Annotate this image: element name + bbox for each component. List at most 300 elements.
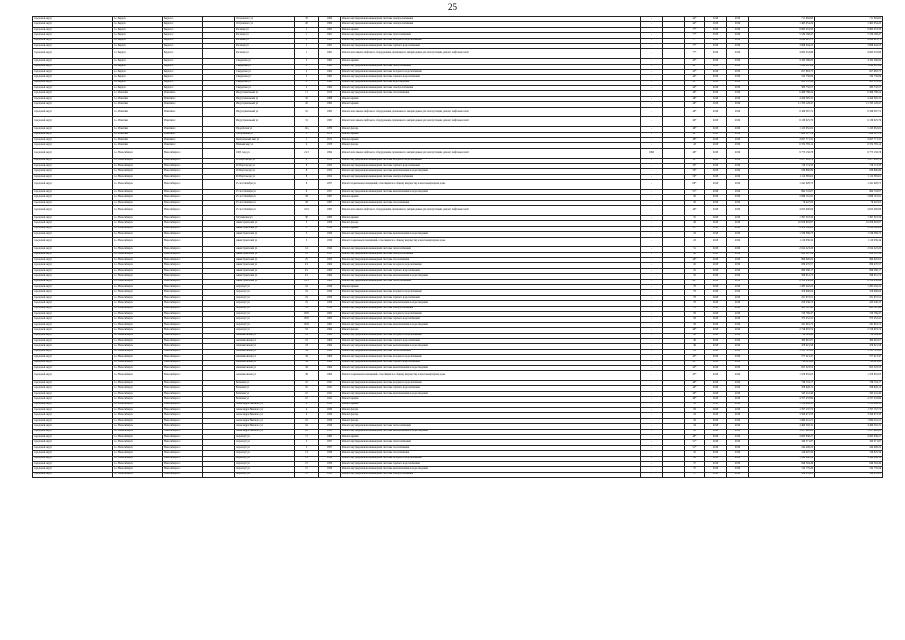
end-year-cell: 2019 [727,221,749,226]
total-cell: 532 758,09 [815,75,883,80]
city-prefix: г.о. [114,257,118,261]
work-type-cell: Ремонт подвальных помещений, относящихся к общему имуществу в многоквартирном доме [341,237,641,247]
spacer-cell [663,107,685,117]
city-name: Искитим [118,102,128,106]
end-year-cell: 2019 [727,138,749,143]
work-type-cell: Ремонт внутридомовой инженерной системы канализования и водоотведения [341,301,641,306]
spacer-cell [663,237,685,247]
year-built-cell: 1962 [319,322,341,327]
house-cell: 8 [295,158,319,163]
city-name: Искитим [118,127,128,131]
locality-cell [163,371,203,381]
flag-cell: - [641,413,663,418]
end-year-cell: 2019 [727,27,749,32]
city-prefix: г.о. [114,221,118,225]
street-suffix: ул [253,208,256,212]
cost-cell: 2 726 903,74 [749,328,815,333]
work-type-cell: Ремонт или замена лифтового оборудования, признанного непригодным для эксплуатации, ремонт лифтовых шахт [341,148,641,158]
street-name: Ахнаматовская [236,373,253,377]
cost-cell: 655 323,55 [749,365,815,370]
street-suffix: ул [254,239,258,243]
city-prefix: г.о. [114,158,118,162]
value-cell: 58 [685,311,705,316]
work-type-cell: Ремонт крыши [341,397,641,402]
locality-name: Искитим [164,91,174,95]
street-suffix: ул [247,450,250,454]
spacer-cell [203,180,235,190]
locality-name: Новосибирск [164,333,179,337]
value-cell: 37 [685,472,705,477]
year-built-cell: 1962 [319,64,341,69]
locality-suffix: г. [179,407,181,411]
street-cell [235,117,295,127]
locality-name: Новосибирск [164,407,179,411]
total-cell: 1 707 137,75 [815,408,883,413]
house-cell: 21/1 [295,148,319,158]
city-name: Новосибирск [118,252,133,256]
total-cell: 2 726 903,74 [815,328,883,333]
city-name: Новосибирск [118,200,133,204]
year-built-cell: 1991 [319,27,341,32]
street-name: Свердлова [236,69,248,73]
value-cell: 78 [685,306,705,311]
total-cell: 742 776,26 [815,467,883,472]
work-type-cell: Ремонт фасада [341,413,641,418]
work-type-cell: Ремонт крыши [341,195,641,200]
house-cell: 2 [295,64,319,69]
year-built-cell: 1957 [319,445,341,450]
total-cell: 3 596 673,33 [815,413,883,418]
city-name: Бердск [118,27,126,31]
flag-cell: - [641,397,663,402]
house-cell: 150/1 [295,317,319,322]
city-name: Новосибирск [118,333,133,337]
start-year-cell: 2018 [705,268,727,273]
locality-suffix: г. [179,290,181,294]
work-type-cell: Ремонт внутридомовой инженерной системы газоснабжения [341,451,641,456]
value-cell: 46* [685,279,705,284]
street-suffix: ул [252,174,255,178]
value-cell: 43* [685,355,705,360]
city-prefix: г.о. [114,75,118,79]
city-cell [113,107,163,117]
year-built-cell: 1952 [319,174,341,179]
street-suffix: ул [253,195,256,199]
work-type-cell: Ремонт крыши [341,59,641,64]
locality-name: Новосибирск [164,306,179,310]
start-year-cell: 2018 [705,174,727,179]
street-name: Александра Невского [236,407,260,411]
start-year-cell: 2018 [705,80,727,85]
locality-name: Новосибирск [164,300,179,304]
start-year-cell: 2018 [705,91,727,96]
work-type-cell: Ремонт внутридомовой инженерной системы газоснабжения [341,258,641,263]
district-cell: городской округ [33,138,113,143]
city-name: Искитим [118,137,128,141]
total-cell: 890 920,02 [815,258,883,263]
work-type-cell: Ремонт внутридомовой инженерной системы теплоснабжения [341,247,641,252]
city-prefix: г.о. [114,96,118,100]
cost-cell: 849 594,49 [749,461,815,466]
locality-name: Новосибирск [164,418,179,422]
value-cell: 45 [685,263,705,268]
city-name: Новосибирск [118,311,133,315]
locality-suffix: г. [172,69,174,73]
work-type-cell: Ремонт внутридомовой инженерной системы электроснабжения [341,306,641,311]
total-cell: 1 984 341,21 [815,418,883,423]
cost-cell: 9 773 156,78 [749,148,815,158]
district-cell: городской округ [33,429,113,434]
city-prefix: г.о. [114,434,118,438]
city-name: Новосибирск [118,239,133,243]
city-name: Новосибирск [118,407,133,411]
year-built-cell: 1955 [319,258,341,263]
flag-cell: - [641,402,663,407]
street-suffix: ул [248,75,251,79]
end-year-cell: 2019 [727,226,749,231]
work-type-cell: Ремонт крыши [341,138,641,143]
end-year-cell: 2019 [727,33,749,38]
district-cell: городской округ [33,69,113,74]
cost-cell: 714 324,42 [749,333,815,338]
house-cell: 2/1 [295,274,319,279]
work-type-cell: Ремонт внутридомовой инженерной системы канализования и водоотведения [341,467,641,472]
house-cell: 13 [295,451,319,456]
street-suffix: ул [248,58,251,62]
total-cell: 1 313 725,91 [815,349,883,354]
year-built-cell: 1984 [319,17,341,22]
total-cell: 358 628,15 [815,386,883,391]
work-type-cell: Ремонт внутридомовой инженерной системы горячего водоснабжения [341,164,641,169]
flag-cell: - [641,386,663,391]
street-name: Бахчевая [236,380,246,384]
year-built-cell: 1964 [319,355,341,360]
value-cell: 40* [685,434,705,439]
locality-name: Новосибирск [164,174,179,178]
total-cell: 4 184 596,00 [815,59,883,64]
street-cell [235,180,295,190]
city-prefix: г.о. [114,143,118,147]
flag-cell: - [641,132,663,137]
city-prefix: г.о. [114,274,118,278]
locality-suffix: г. [179,413,181,417]
value-cell: 46* [685,107,705,117]
cost-cell: 598 651,73 [749,274,815,279]
city-name: Новосибирск [118,247,133,251]
total-cell: 1 110 039,34 [815,237,883,247]
value-cell: 78 [685,301,705,306]
work-type-cell: Ремонт внутридомовой инженерной системы теплоснабжения [341,440,641,445]
start-year-cell: 2018 [705,164,727,169]
district-cell: городской округ [33,333,113,338]
flag-cell: - [641,429,663,434]
end-year-cell: 2019 [727,102,749,107]
district-cell: городской округ [33,43,113,48]
table-row [33,107,883,117]
locality-suffix: г. [179,450,181,454]
value-cell: 44* [685,22,705,27]
city-prefix: г.о. [114,322,118,326]
end-year-cell: 2019 [727,429,749,434]
start-year-cell: 2018 [705,371,727,381]
city-name: Новосибирск [118,418,133,422]
locality-name: Новосибирск [164,472,179,476]
flag-cell: - [641,43,663,48]
locality-suffix: г. [179,311,181,315]
end-year-cell: 2019 [727,252,749,257]
city-name: Новосибирск [118,274,133,278]
table-row [33,237,883,247]
value-cell: 45 [685,274,705,279]
work-type-cell: Ремонт внутридомовой инженерной системы холодного водоснабжения [341,355,641,360]
street-suffix: ул [254,226,258,230]
total-cell: 380 691,07 [815,338,883,343]
year-built-cell: 1995 [319,206,341,216]
total-cell: 1 465 054,20 [815,22,883,27]
value-cell: 53* [685,226,705,231]
street-name: 20 Партсъезда [236,174,252,178]
flag-cell: - [641,49,663,59]
locality-name: Новосибирск [164,344,179,348]
street-name: Индустриальный [236,109,256,113]
city-cell [113,49,163,59]
district-cell: городской округ [33,456,113,461]
locality-name: Бердск [164,38,172,42]
house-cell: 1 [295,43,319,48]
locality-suffix: г. [179,163,181,167]
district-cell: городской округ [33,64,113,69]
cost-cell: 1 125 952,02 [749,127,815,132]
locality-suffix: г. [179,344,181,348]
street-suffix: ул [247,322,250,326]
street-name: Свердлова [236,85,248,89]
city-prefix: г.о. [114,80,118,84]
locality-name: Искитим [164,96,174,100]
flag-cell: - [641,467,663,472]
total-cell: 10 056 093,97 [815,221,883,226]
city-prefix: г.о. [114,27,118,31]
district-cell: городской округ [33,338,113,343]
total-cell: 476 096,04 [815,290,883,295]
street-name: Авиастроителей [236,252,255,256]
city-name: Новосибирск [118,322,133,326]
street-name: Островского [236,22,250,26]
work-type-cell: Ремонт внутридомовой инженерной системы холодного водоснабжения [341,263,641,268]
locality-suffix: г. [179,279,181,283]
district-cell: городской округ [33,148,113,158]
district-cell: городской округ [33,200,113,205]
street-name: Свердлова [236,64,248,68]
flag-cell: - [641,322,663,327]
flag-cell: - [641,91,663,96]
house-cell: 15 [295,467,319,472]
total-cell: 714 324,42 [815,333,883,338]
locality-suffix: г. [179,284,181,288]
cost-cell: 6 486 788,24 [749,91,815,96]
cost-cell: 11 763 128,47 [749,102,815,107]
start-year-cell: 2018 [705,258,727,263]
city-name: Новосибирск [118,208,133,212]
city-prefix: г.о. [114,200,118,204]
total-cell: 4 957 771,31 [815,138,883,143]
district-cell: городской округ [33,295,113,300]
flag-cell: - [641,200,663,205]
house-cell: 34 [295,349,319,354]
start-year-cell: 2018 [705,301,727,306]
work-type-cell: Ремонт внутридомовой инженерной системы горячего водоснабжения [341,360,641,365]
street-name: 25 лет Октября [236,195,253,199]
year-built-cell: 1953 [319,429,341,434]
spacer-cell [663,472,685,477]
locality-name: Искитим [164,119,174,123]
house-cell: 19 [295,301,319,306]
street-cell [235,472,295,477]
cost-cell: 421 347,48 [749,306,815,311]
total-cell: 694 743,07 [815,189,883,194]
total-cell: 4 065 936,27 [815,434,883,439]
cost-cell: 223 236,15 [749,301,815,306]
district-cell: городской округ [33,434,113,439]
spacer-cell [663,117,685,127]
end-year-cell: 2019 [727,96,749,101]
year-built-cell: 1958 [319,461,341,466]
start-year-cell: 2018 [705,472,727,477]
end-year-cell: 2019 [727,107,749,117]
district-cell: городской округ [33,206,113,216]
city-prefix: г.о. [114,407,118,411]
year-built-cell: 1956 [319,418,341,423]
city-cell [113,472,163,477]
street-name: Ахнаматовская [236,354,253,358]
total-cell: 190 371,87 [815,440,883,445]
start-year-cell: 2018 [705,127,727,132]
city-prefix: г.о. [114,445,118,449]
cost-cell: 126 025,56 [749,451,815,456]
year-built-cell: 1957 [319,189,341,194]
street-name: Рогачева [236,43,246,47]
total-cell: 598 651,73 [815,274,883,279]
street-suffix: ул [247,461,250,465]
work-type-cell: Ремонт внутридомовой инженерной системы водоотведения [341,80,641,85]
house-cell: 4 [295,413,319,418]
cost-cell: 890 920,02 [749,258,815,263]
city-name: Искитим [118,96,128,100]
street-suffix: ул [254,221,258,225]
city-prefix: г.о. [114,189,118,193]
work-type-cell: Ремонт крыши [341,285,641,290]
locality-name: Бердск [164,80,172,84]
house-cell: 19 [295,290,319,295]
house-cell: 10 [295,386,319,391]
district-cell: городской округ [33,467,113,472]
district-cell: городской округ [33,164,113,169]
start-year-cell: 2018 [705,451,727,456]
end-year-cell: 2019 [727,381,749,386]
total-cell: 9 418 196,62 [815,226,883,231]
total-cell: 736 724,17 [815,381,883,386]
city-name: Новосибирск [118,279,133,283]
locality-suffix: г. [179,472,181,476]
city-prefix: г.о. [114,132,118,136]
start-year-cell: 2018 [705,215,727,220]
work-type-cell: Ремонт фасада [341,408,641,413]
city-prefix: г.о. [114,102,118,106]
locality-suffix: г. [179,208,181,212]
value-cell: 43* [685,360,705,365]
district-cell: городской округ [33,221,113,226]
city-prefix: г.о. [114,174,118,178]
table-row [33,180,883,190]
flag-cell: - [641,86,663,91]
year-built-cell: 1988 [319,96,341,101]
locality-name: Искитим [164,127,174,131]
flag-cell: - [641,59,663,64]
value-cell: 46* [685,138,705,143]
work-type-cell: Ремонт внутридомовой инженерной системы электроснабжения [341,17,641,22]
city-name: Новосибирск [118,373,133,377]
district-cell: городской округ [33,75,113,80]
district-cell: городской округ [33,195,113,200]
value-cell: 48 [685,338,705,343]
city-name: Бердск [118,64,126,68]
spacer-cell [663,206,685,216]
locality-name: Новосибирск [164,317,179,321]
district-cell: городской округ [33,317,113,322]
street-suffix: ул [253,189,256,193]
district-cell: городской округ [33,96,113,101]
year-built-cell: 1964 [319,338,341,343]
total-cell: 479 921,58 [815,344,883,349]
city-name: Бердск [118,43,126,47]
house-cell: 150/1 [295,322,319,327]
start-year-cell: 2018 [705,117,727,127]
start-year-cell: 2018 [705,402,727,407]
locality-suffix: г. [174,102,176,106]
year-built-cell: 1960 [319,434,341,439]
street-name: Аэропорт [236,284,247,288]
city-prefix: г.о. [114,402,118,406]
total-cell: 830 470,57 [815,263,883,268]
locality-name: Новосибирск [164,349,179,353]
year-built-cell: 1971 [319,138,341,143]
start-year-cell: 2018 [705,360,727,365]
year-built-cell: 1964 [319,365,341,370]
locality-suffix: г. [172,32,174,36]
locality-suffix: г. [179,274,181,278]
city-prefix: г.о. [114,137,118,141]
city-prefix: г.о. [114,38,118,42]
work-type-cell: Ремонт фасада [341,127,641,132]
district-cell: городской округ [33,86,113,91]
city-name: Новосибирск [118,221,133,225]
city-name: Новосибирск [118,397,133,401]
cost-cell: 736 724,17 [749,381,815,386]
total-cell: 451 370,38 [815,80,883,85]
value-cell: 58 [685,402,705,407]
locality-name: Новосибирск [164,215,179,219]
street-suffix: ул [246,380,249,384]
table-row [33,117,883,127]
value-cell: 49* [685,397,705,402]
house-cell: 2 [295,69,319,74]
flag-cell: - [641,317,663,322]
year-built-cell: 1957 [319,180,341,190]
flag-cell: - [641,295,663,300]
cost-cell: 1 984 341,21 [749,418,815,423]
house-cell: 15 [295,472,319,477]
cost-cell: 577 413,47 [749,355,815,360]
total-cell: 4 055 400,66 [815,206,883,216]
